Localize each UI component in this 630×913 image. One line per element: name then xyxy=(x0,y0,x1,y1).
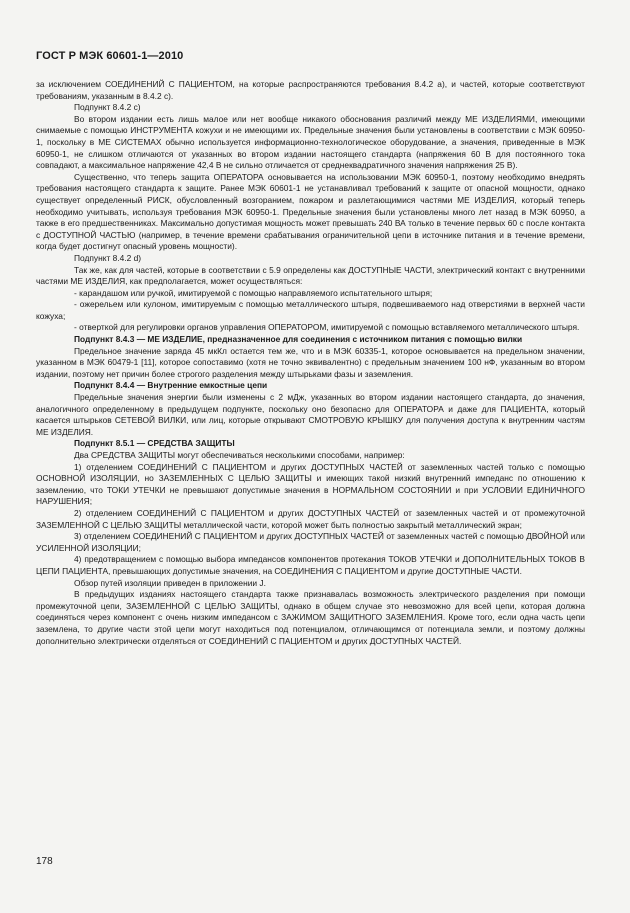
paragraph: за исключением СОЕДИНЕНИЙ С ПАЦИЕНТОМ, на которые распространяются требования 8.4.2 a), и частей, которые соответствуют требованиям, указанным в 8.4.2 с). xyxy=(36,79,585,101)
paragraph: Предельное значение заряда 45 мкКл остается тем же, что и в МЭК 60335-1, которое основывается на предельном значении, указанном в МЭК 60479-1 [11], которое сопоставимо (хотя не точно эквивалентно) с предельным значением 100 нФ, указанным во втором издании, поэтому нет причин более строгого разделения между штырьками фазы и заземления. xyxy=(36,345,585,379)
paragraph: Существенно, что теперь защита ОПЕРАТОРА основывается на использовании МЭК 60950-1, поэтому необходимо внедрять требования настоящего стандарта к защите. Ранее МЭК 60601-1 не устанавливал требований к защите от опасной мощности, однако существует определенный РИСК, обусловленный возгоранием, пожаром и разлетающимися частями МЕ ИЗДЕЛИЯ, который теперь необходимо учитывать, используя требования МЭК 60950-1. Предельные значения были установлены много лет назад в МЭК 60950, а также в его предшественниках. Максимально допустимая мощность может превышать 240 ВА только в течение первых 60 с после контакта с ДОСТУПНОЙ ЧАСТЬЮ (например, в течение времени срабатывания ограничительной цепи в источнике питания и в течение времени, когда будет достигнут опасный уровень мощности). xyxy=(36,171,585,252)
paragraph: Так же, как для частей, которые в соответствии с 5.9 определены как ДОСТУПНЫЕ ЧАСТИ, электрический контакт с внутренними частями МЕ ИЗДЕЛИЯ, как предполагается, может осуществляться: xyxy=(36,264,585,287)
paragraph: В предыдущих изданиях настоящего стандарта также признавалась возможность электрического разделения при помощи промежуточной цепи, ЗАЗЕМЛЕННОЙ С ЦЕЛЬЮ ЗАЩИТЫ, однако в общем случае это невозможно для всей цепи, которая должна соединяться через компонент с очень низким импедансом с ЗАЖИМОМ ЗАЩИТНОГО ЗАЗЕМЛЕНИЯ. Кроме того, если одна часть цепи заземлена, то другие части этой цепи могут находиться под потенциалом, отличающимся от потенциала земли, и поэтому должны дополнительно электрически отделяться от СОЕДИНЕНИЙ С ПАЦИЕНТОМ и других ДОСТУПНЫХ ЧАСТЕЙ. xyxy=(36,589,585,646)
paragraph: - ожерельем или кулоном, имитируемым с помощью металлического штыря, подвешиваемого над отверстиями в верхней части кожуха; xyxy=(36,299,585,321)
section-heading: Подпункт 8.4.3 — МЕ ИЗДЕЛИЕ, предназначенное для соединения с источником питания с помощью вилки xyxy=(74,334,523,345)
paragraph: Предельные значения энергии были изменены с 2 мДж, указанных во втором издании настоящего стандарта, до значения, аналогичного определенному в предыдущем подпункте, поскольку оно безопасно для ОПЕРАТОРА и даже для ПАЦИЕНТА, который касается штырьков СЕТЕВОЙ ВИЛКИ, или лиц, которые открывают СМОТРОВУЮ КРЫШКУ для получения доступа к внутренним частям МЕ ИЗДЕЛИЯ. xyxy=(36,392,585,437)
paragraph: Обзор путей изоляции приведен в приложении J. xyxy=(74,577,266,588)
paragraph: 1) отделением СОЕДИНЕНИЙ С ПАЦИЕНТОМ и других ДОСТУПНЫХ ЧАСТЕЙ от заземленных частей только с помощью ОСНОВНОЙ ИЗОЛЯЦИИ, но ЗАЗЕМЛЕННЫХ С ЦЕЛЬЮ ЗАЩИТЫ и имеющих такой низкий внутренний импеданс по отношению к заземлению, что ТОКИ УТЕЧКИ не превышают допустимые значения в НОРМАЛЬНОМ СОСТОЯНИИ и при УСЛОВИИ ЕДИНИЧНОГО НАРУШЕНИЯ; xyxy=(36,461,585,507)
paragraph: 2) отделением СОЕДИНЕНИЙ С ПАЦИЕНТОМ и других ДОСТУПНЫХ ЧАСТЕЙ от заземленных частей и от промежуточной ЗАЗЕМЛЕННОЙ С ЦЕЛЬЮ ЗАЩИТЫ металлической части, которой может быть полностью закрытый металлический экран; xyxy=(36,507,585,530)
document-body xyxy=(36,79,585,647)
paragraph: Подпункт 8.4.2 d) xyxy=(74,252,142,263)
paragraph: 4) предотвращением с помощью выбора импедансов компонентов протекания ТОКОВ УТЕЧКИ и ДОПОЛНИТЕЛЬНЫХ ТОКОВ В ЦЕПИ ПАЦИЕНТА, превышающих допустимые значения, на СОЕДИНЕНИЯ С ПАЦИЕНТОМ и другие ДОСТУПНЫЕ ЧАСТИ. xyxy=(36,554,585,576)
paragraph: Во втором издании есть лишь малое или нет вообще никакого обоснования различий между МЕ ИЗДЕЛИЯМИ, имеющими снимаемые с помощью ИНСТРУМЕНТА кожухи и не имеющими их. Предельные значения были установлены в соответствии с МЭК 60950-1, поскольку в МЕ СИСТЕМАХ обычно используется информационно-технологическое оборудование, а значения, приведенные в МЭК 60950-1, не слишком отличаются от указанных во втором издании настоящего стандарта (напряжения 60 В для постоянного тока совпадают, а максимальное напряжение 42,4 В не сильно отличается от среднеквадратичного значения напряжения 25 В). xyxy=(36,113,585,171)
document-header: ГОСТ Р МЭК 60601-1—2010 xyxy=(36,50,184,62)
paragraph: - отверткой для регулировки органов управления ОПЕРАТОРОМ, имитируемой с помощью вставляемого металлического штыря. xyxy=(74,322,580,333)
paragraph: 3) отделением СОЕДИНЕНИЙ С ПАЦИЕНТОМ и других ДОСТУПНЫХ ЧАСТЕЙ от заземленных частей с помощью ДВОЙНОЙ или УСИЛЕННОЙ ИЗОЛЯЦИИ; xyxy=(36,531,585,553)
paragraph: - карандашом или ручкой, имитируемой с помощью направляемого испытательного штыря; xyxy=(74,287,433,298)
section-heading: Подпункт 8.4.4 — Внутренние емкостные цепи xyxy=(74,380,268,391)
paragraph: Подпункт 8.4.2 c) xyxy=(74,102,141,113)
page-number: 178 xyxy=(36,856,53,867)
section-heading: Подпункт 8.5.1 — СРЕДСТВА ЗАЩИТЫ xyxy=(74,438,235,449)
paragraph: Два СРЕДСТВА ЗАЩИТЫ могут обеспечиваться несколькими способами, например: xyxy=(74,450,405,460)
